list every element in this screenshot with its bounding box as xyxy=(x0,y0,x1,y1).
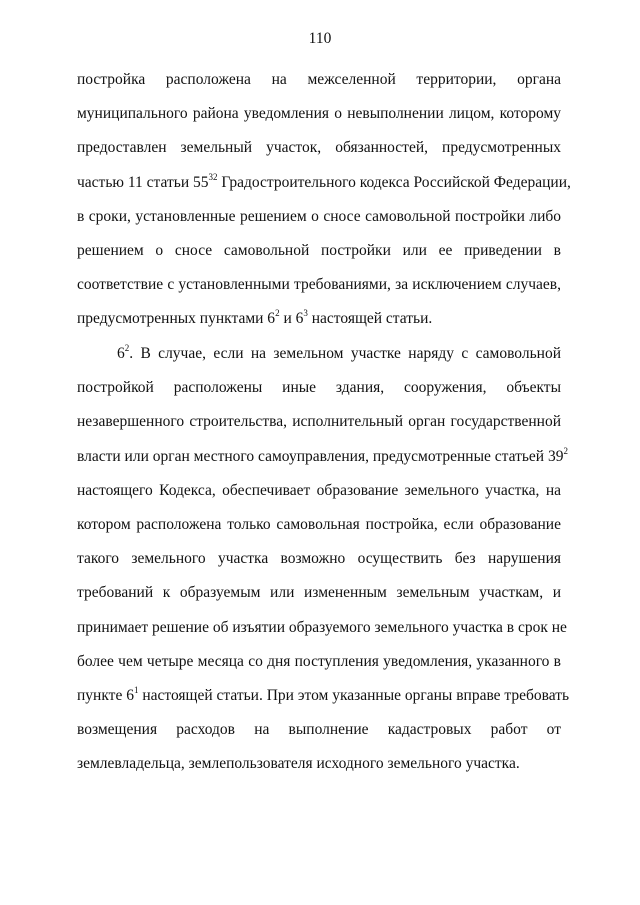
superscript: 2 xyxy=(563,445,568,456)
text-line: решением о сносе самовольной постройки или ее приведении в xyxy=(77,241,561,259)
text-fragment: Градостроительного кодекса Российской Федерации, xyxy=(217,173,571,191)
text-line xyxy=(77,166,571,200)
text-fragment: власти или орган местного самоуправления, предусмотренные статьей 39 xyxy=(77,447,564,465)
text-line: такого земельного участка возможно осуществить без нарушения xyxy=(77,550,561,568)
page-number: 110 xyxy=(308,30,332,47)
text-line: требований к образуемым или измененным земельным участкам, и xyxy=(77,584,561,602)
text-line: постройкой расположены иные здания, сооружения, объекты xyxy=(77,379,561,397)
text-line: более чем четыре месяца со дня поступления уведомления, указанного в xyxy=(77,652,561,670)
text-line: предоставлен земельный участок, обязанностей, предусмотренных xyxy=(77,139,561,157)
text-fragment: предусмотренных пунктами 6 xyxy=(77,310,276,328)
text-fragment: настоящей статьи. При этом указанные органы вправе требовать xyxy=(138,686,570,704)
paragraph-1 xyxy=(77,63,571,337)
text-fragment: и 6 xyxy=(279,310,304,328)
section-number: 6 xyxy=(117,345,125,362)
text-fragment: частью 11 статьи 55 xyxy=(77,173,209,191)
text-line: в сроки, установленные решением о сносе самовольной постройки либо xyxy=(77,207,561,225)
text-line: муниципального района уведомления о невыполнении лицом, которому xyxy=(77,105,561,123)
text-line: постройка расположена на межселенной территории, органа xyxy=(77,71,561,88)
text-line xyxy=(77,679,570,713)
text-line: соответствие с установленными требованиями, за исключением случаев, xyxy=(77,276,561,294)
text-fragment: . В случае, если на земельном участке наряду с самовольной xyxy=(129,345,561,362)
superscript: 2 xyxy=(275,308,280,319)
superscript: 3 xyxy=(303,308,308,319)
paragraph-2 xyxy=(77,337,570,781)
text-line: котором расположена только самовольная постройка, если образование xyxy=(77,515,561,533)
text-line: землевладельца, землепользователя исходного земельного участка. xyxy=(77,755,520,773)
superscript: 2 xyxy=(124,343,130,353)
text-fragment: настоящей статьи. xyxy=(307,310,433,328)
text-line: незавершенного строительства, исполнительный орган государственной xyxy=(77,413,561,431)
text-line xyxy=(77,440,568,474)
text-line: настоящего Кодекса, обеспечивает образование земельного участка, на xyxy=(77,481,561,499)
text-line: возмещения расходов на выполнение кадастровых работ от xyxy=(77,721,561,739)
text-line xyxy=(77,302,561,336)
text-line xyxy=(77,337,561,371)
text-line: принимает решение об изъятии образуемого земельного участка в срок не xyxy=(77,618,567,636)
text-fragment: пункте 6 xyxy=(77,686,134,704)
superscript: 32 xyxy=(208,171,218,182)
superscript: 1 xyxy=(133,684,139,695)
